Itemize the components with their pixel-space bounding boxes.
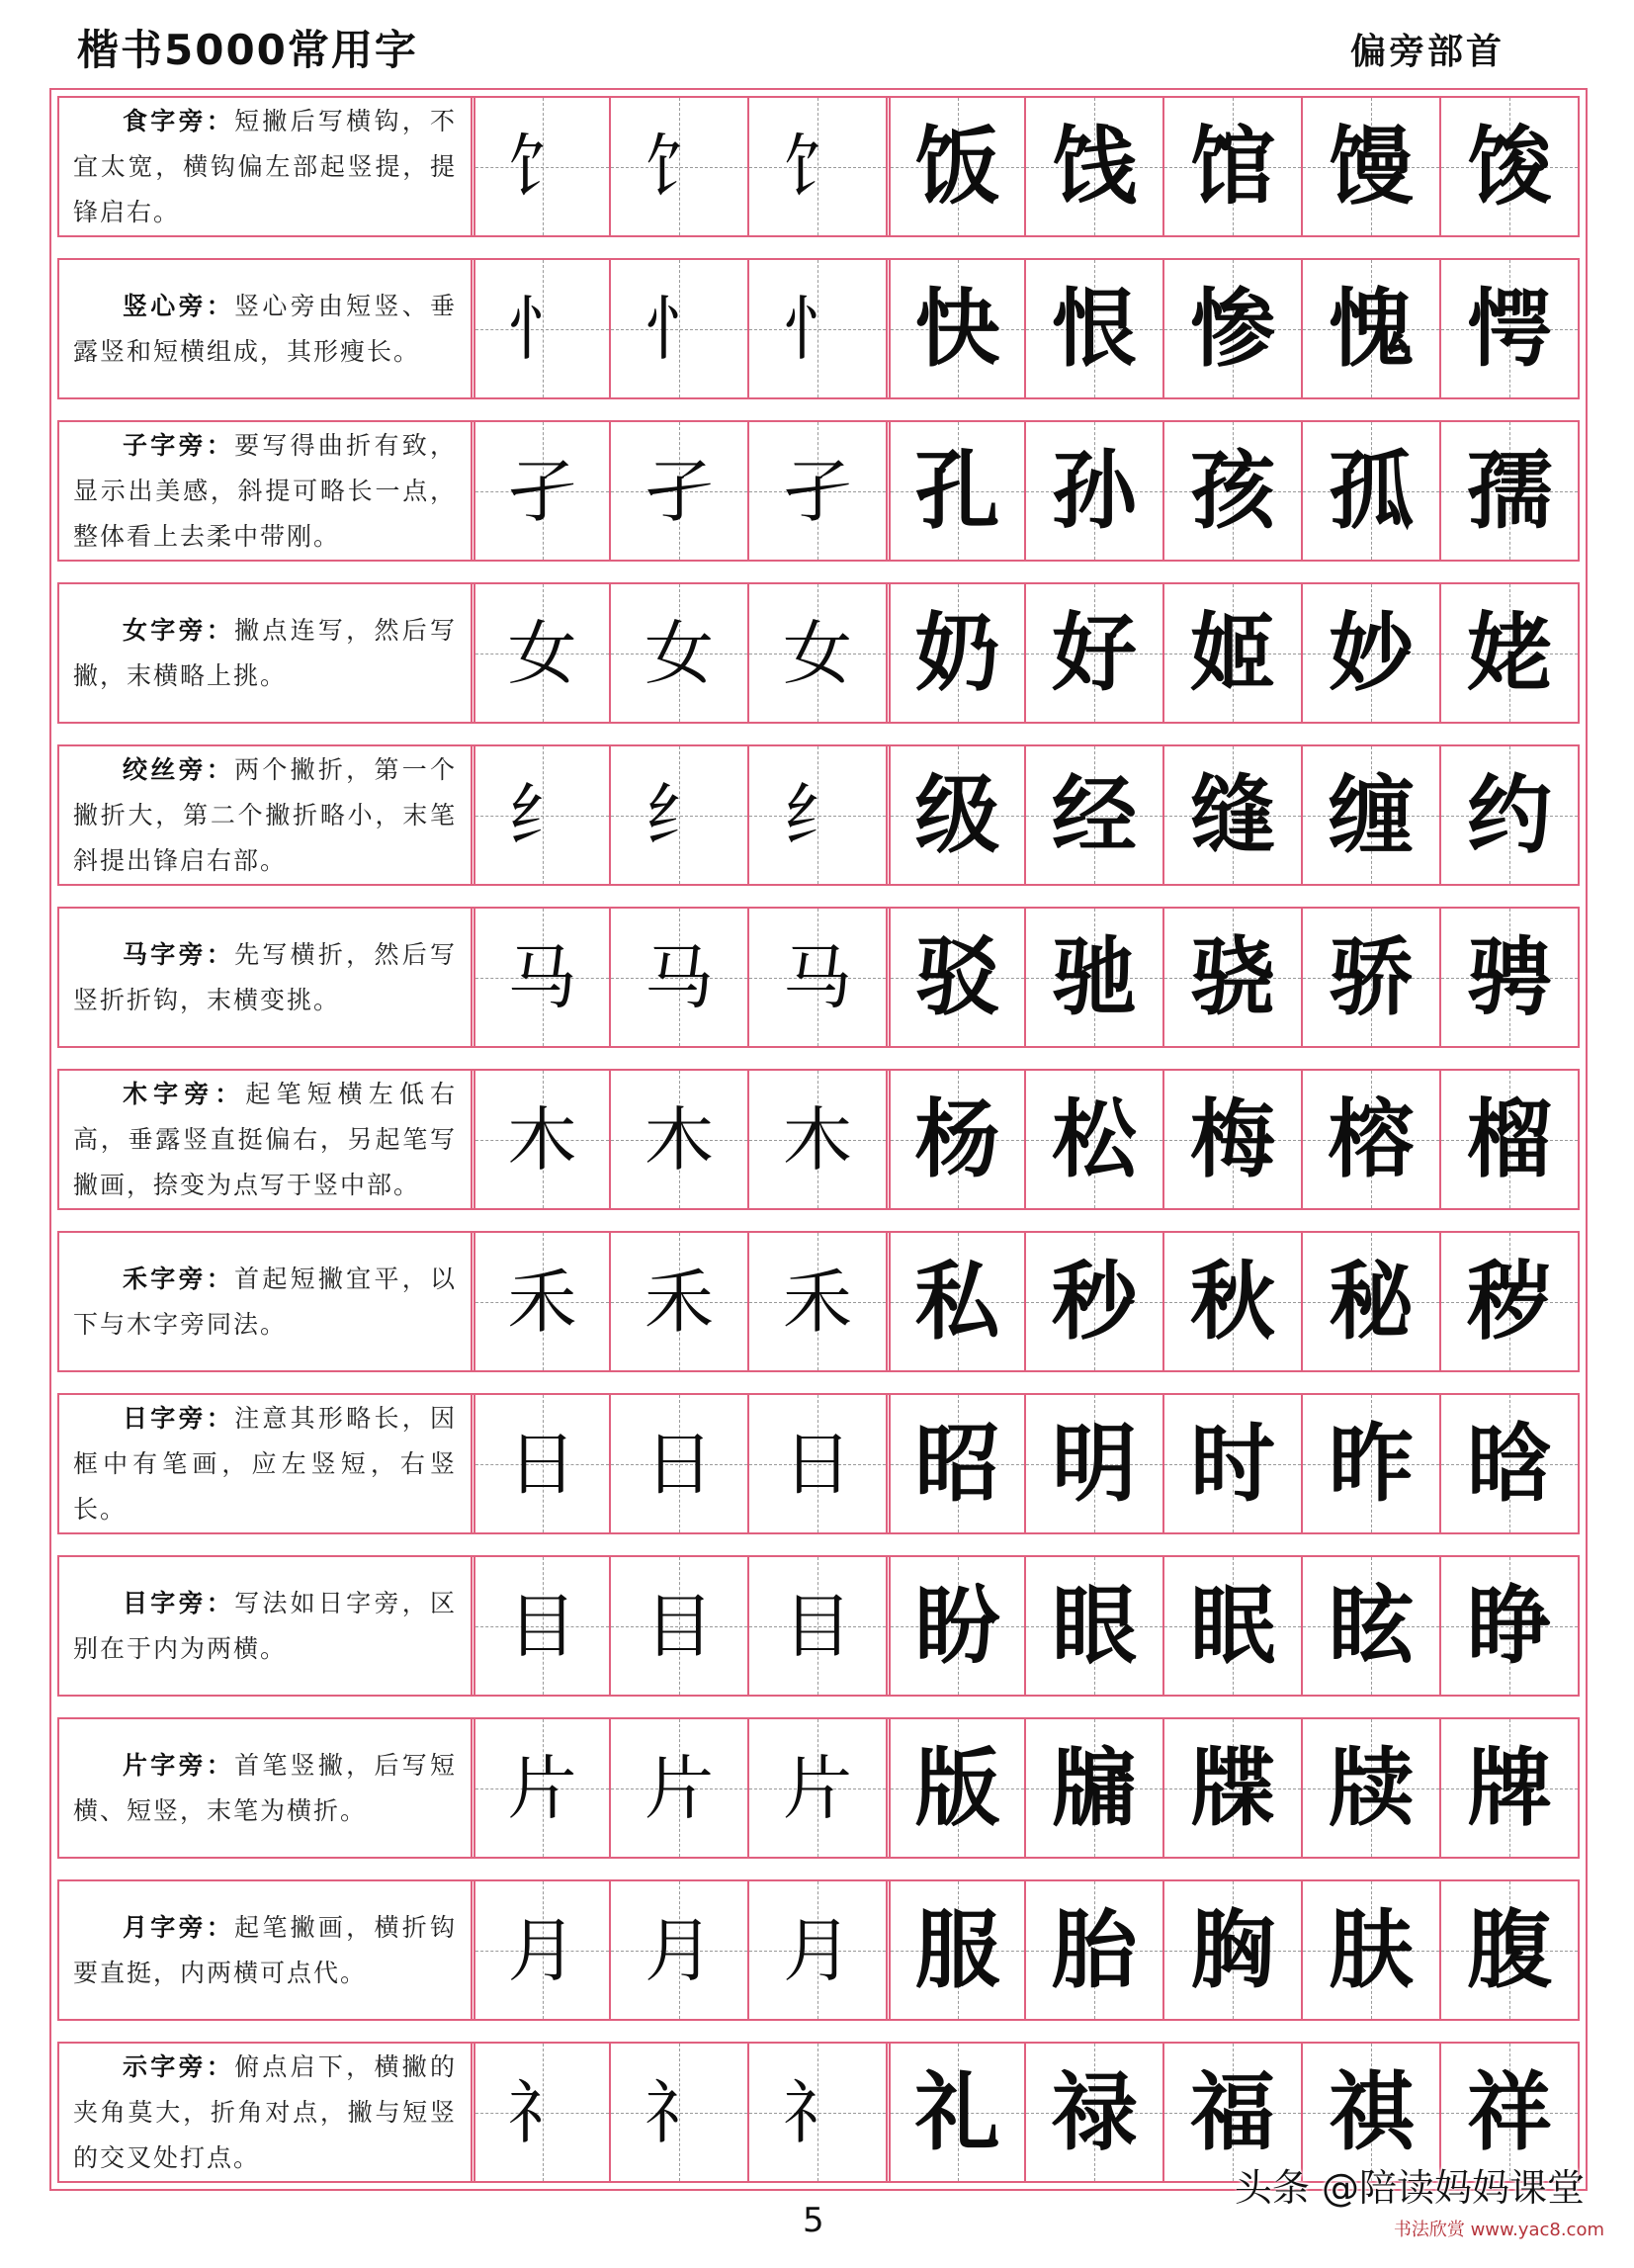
radical-glyph: 片 [645,1747,714,1829]
radical-glyph: 目 [783,1585,852,1667]
example-char: 愧 [1329,278,1414,379]
radical-sample-cell [609,1719,747,1857]
radical-glyph: 目 [507,1585,577,1667]
example-char: 孩 [1190,440,1275,541]
example-char-cell [1301,746,1439,884]
example-char: 经 [1052,764,1137,865]
radical-note [73,284,457,375]
example-char: 眠 [1190,1575,1275,1676]
section-title: 偏旁部首 [1350,32,1505,72]
example-char: 骁 [1190,926,1275,1027]
radical-sample-cell [747,260,886,397]
radical-sample-cell [609,1233,747,1370]
example-char-cell [1439,1881,1578,2019]
radical-note [73,1905,457,1996]
radical-glyph: 马 [783,936,852,1018]
practice-row [57,1555,1580,1697]
practice-row [57,2042,1580,2183]
example-char-cell [1439,1071,1578,1208]
example-char: 快 [914,278,1000,379]
radical-name: 食字旁： [123,106,235,135]
radical-note [73,1072,457,1208]
example-char-cell [1301,1881,1439,2019]
radical-sample-cell [747,98,886,235]
practice-row [57,907,1580,1048]
radical-name: 子字旁： [123,430,235,460]
example-char-cell [1162,1881,1301,2019]
radical-sample-cell [471,1557,609,1695]
radical-sample-cell [609,422,747,560]
example-char: 服 [914,1899,1000,2000]
example-char: 骄 [1329,926,1414,1027]
radical-glyph: 孑 [783,450,852,532]
radical-glyph: 马 [507,936,577,1018]
example-char-cell [1301,1395,1439,1532]
radical-description [59,422,471,560]
example-char: 松 [1052,1089,1137,1189]
radical-sample-cell [747,584,886,722]
example-char: 驰 [1052,926,1137,1027]
radical-description [59,1233,471,1370]
radical-name: 示字旁： [123,2051,235,2081]
example-char: 福 [1190,2061,1275,2162]
radical-name: 绞丝旁： [123,754,235,784]
radical-sample-cell [609,584,747,722]
practice-row [57,744,1580,886]
practice-row [57,1069,1580,1210]
example-char: 杨 [914,1089,1000,1189]
radical-name: 女字旁： [123,615,235,645]
radical-tip-text: 注意其形略长，因框中有笔画，应左竖短，右竖长。 [73,1403,457,1524]
radical-name: 目字旁： [123,1588,235,1617]
example-char-cell [886,584,1024,722]
radical-glyph: 木 [507,1098,577,1180]
radical-glyph: 孑 [645,450,714,532]
practice-row [57,1879,1580,2021]
example-char: 馆 [1190,116,1275,217]
radical-glyph: 片 [507,1747,577,1829]
radical-description [59,1719,471,1857]
example-char-cell [1162,1557,1301,1695]
radical-glyph: 木 [783,1098,852,1180]
radical-sample-cell [747,1557,886,1695]
example-char-cell [1301,2044,1439,2181]
example-char: 馂 [1467,116,1552,217]
example-char: 牒 [1190,1737,1275,1838]
example-char-cell [1439,1395,1578,1532]
practice-row [57,96,1580,237]
radical-sample-cell [471,422,609,560]
radical-glyph: 片 [783,1747,852,1829]
radical-tip-text: 首起短撇宜平，以下与木字旁同法。 [73,1264,457,1339]
radical-note [73,1743,457,1834]
radical-glyph: 月 [783,1909,852,1991]
example-char-cell [1301,1071,1439,1208]
example-char: 眼 [1052,1575,1137,1676]
radical-glyph: 饣 [783,126,852,208]
radical-note [73,423,457,560]
example-char-cell [1439,98,1578,235]
radical-description [59,260,471,397]
radical-description [59,1557,471,1695]
watermark: 头条 @陪读妈妈课堂 [1234,2166,1585,2210]
example-char: 约 [1467,764,1552,865]
example-char: 姬 [1190,602,1275,703]
radical-sample-cell [747,2044,886,2181]
radical-note [73,747,457,884]
radical-description [59,909,471,1046]
example-char: 缠 [1329,764,1414,865]
example-char: 牖 [1052,1737,1137,1838]
practice-row [57,420,1580,562]
example-char: 眩 [1329,1575,1414,1676]
radical-sample-cell [747,909,886,1046]
radical-glyph: 禾 [645,1261,714,1343]
example-char-cell [1024,584,1162,722]
example-char-cell [1162,422,1301,560]
radical-glyph: 日 [645,1423,714,1505]
radical-sample-cell [747,1233,886,1370]
example-char: 骋 [1467,926,1552,1027]
radical-sample-cell [747,422,886,560]
example-char-cell [886,1719,1024,1857]
example-char-cell [1024,1557,1162,1695]
example-char-cell [1024,98,1162,235]
radical-glyph: 礻 [507,2071,577,2153]
radical-note [73,1581,457,1672]
example-char: 秽 [1467,1251,1552,1352]
example-char: 孤 [1329,440,1414,541]
radical-tip-text: 要写得曲折有致，显示出美感，斜提可略长一点，整体看上去柔中带刚。 [73,430,457,551]
example-char: 恨 [1052,278,1137,379]
example-char: 胸 [1190,1899,1275,2000]
example-char-cell [886,1233,1024,1370]
example-char-cell [1024,1233,1162,1370]
radical-sample-cell [747,1881,886,2019]
radical-sample-cell [471,1719,609,1857]
radical-glyph: 马 [645,936,714,1018]
example-char-cell [1024,1395,1162,1532]
example-char: 驳 [914,926,1000,1027]
radical-glyph: 礻 [783,2071,852,2153]
page-number: 5 [803,2201,824,2240]
radical-glyph: 纟 [507,774,577,856]
radical-glyph: 女 [507,612,577,694]
example-char-cell [1162,1395,1301,1532]
example-char: 昭 [914,1413,1000,1514]
radical-description [59,1881,471,2019]
example-char: 晗 [1467,1413,1552,1514]
radical-tip-text: 写法如日字旁，区别在于内为两横。 [73,1588,457,1663]
radical-note [73,2045,457,2181]
radical-glyph: 纟 [645,774,714,856]
example-char-cell [886,909,1024,1046]
example-char: 祺 [1329,2061,1414,2162]
radical-glyph: 目 [645,1585,714,1667]
radical-sample-cell [471,909,609,1046]
example-char: 馒 [1329,116,1414,217]
example-char: 姥 [1467,602,1552,703]
radical-glyph: 月 [507,1909,577,1991]
example-char: 奶 [914,602,1000,703]
radical-glyph: 孑 [507,450,577,532]
radical-sample-cell [747,1071,886,1208]
radical-description [59,98,471,235]
radical-glyph: 饣 [645,126,714,208]
example-char: 榕 [1329,1089,1414,1189]
example-char-cell [1162,1233,1301,1370]
example-char-cell [1024,1071,1162,1208]
example-char-cell [886,98,1024,235]
example-char-cell [1162,1071,1301,1208]
radical-glyph: 女 [645,612,714,694]
radical-note [73,608,457,699]
example-char-cell [1024,422,1162,560]
example-char: 孺 [1467,440,1552,541]
example-char: 愕 [1467,278,1552,379]
example-char: 榴 [1467,1089,1552,1189]
example-char-cell [1162,98,1301,235]
radical-name: 片字旁： [123,1750,235,1780]
radical-tip-text: 两个撇折，第一个撇折大，第二个撇折略小，末笔斜提出锋启右部。 [73,754,457,875]
example-char-cell [1439,584,1578,722]
example-char-cell [1024,746,1162,884]
radical-sample-cell [747,746,886,884]
radical-sample-cell [609,98,747,235]
radical-sample-cell [471,584,609,722]
example-char-cell [1301,260,1439,397]
radical-sample-cell [471,746,609,884]
radical-note [73,1396,457,1532]
radical-tip-text: 俯点启下，横撇的夹角莫大，折角对点，撇与短竖的交叉处打点。 [73,2051,457,2172]
example-char-cell [1301,422,1439,560]
example-char: 好 [1052,602,1137,703]
radical-sample-cell [609,1881,747,2019]
radical-name: 马字旁： [123,939,235,969]
radical-note [73,1257,457,1348]
example-char: 禄 [1052,2061,1137,2162]
example-char: 孔 [914,440,1000,541]
example-char-cell [1439,422,1578,560]
radical-sample-cell [609,260,747,397]
example-char-cell [1301,584,1439,722]
radical-sample-cell [471,98,609,235]
radical-tip-text: 起笔撇画，横折钩要直挺，内两横可点代。 [73,1912,457,1987]
example-char: 梅 [1190,1089,1275,1189]
radical-sample-cell [609,1071,747,1208]
example-char: 饯 [1052,116,1137,217]
example-char: 昨 [1329,1413,1414,1514]
example-char: 牍 [1329,1737,1414,1838]
radical-glyph: 纟 [783,774,852,856]
example-char-cell [1162,260,1301,397]
radical-glyph: 日 [783,1423,852,1505]
radical-tip-text: 短撇后写横钩，不宜太宽，横钩偏左部起竖提，提锋启右。 [73,106,457,226]
radical-sample-cell [471,260,609,397]
example-char: 版 [914,1737,1000,1838]
example-char: 妙 [1329,602,1414,703]
radical-sample-cell [609,746,747,884]
example-char: 盼 [914,1575,1000,1676]
example-char: 秋 [1190,1251,1275,1352]
example-char-cell [886,1881,1024,2019]
example-char: 级 [914,764,1000,865]
example-char-cell [1301,1233,1439,1370]
radical-glyph: 忄 [783,288,852,370]
radical-glyph: 月 [645,1909,714,1991]
example-char: 腹 [1467,1899,1552,2000]
book-title: 楷书5000常用字 [77,26,418,74]
example-char-cell [1439,1719,1578,1857]
radical-sample-cell [471,1071,609,1208]
example-char: 惨 [1190,278,1275,379]
example-char-cell [1439,1233,1578,1370]
practice-row [57,258,1580,399]
radical-note [73,99,457,235]
practice-row [57,582,1580,724]
example-char-cell [1439,260,1578,397]
example-char: 秒 [1052,1251,1137,1352]
example-char: 牌 [1467,1737,1552,1838]
example-char-cell [1439,909,1578,1046]
radical-name: 日字旁： [123,1403,235,1433]
example-char: 时 [1190,1413,1275,1514]
example-char-cell [886,422,1024,560]
radical-description [59,1395,471,1532]
radical-tip-text: 先写横折，然后写竖折折钩，末横变挑。 [73,939,457,1014]
radical-sample-cell [747,1719,886,1857]
radical-name: 禾字旁： [123,1264,235,1293]
radical-tip-text: 首笔竖撇，后写短横、短竖，末笔为横折。 [73,1750,457,1825]
radical-sample-cell [609,1557,747,1695]
radical-sample-cell [747,1395,886,1532]
example-char-cell [1439,746,1578,884]
example-char: 秘 [1329,1251,1414,1352]
example-char: 明 [1052,1413,1137,1514]
example-char-cell [1162,746,1301,884]
radical-sample-cell [471,2044,609,2181]
example-char-cell [1439,2044,1578,2181]
radical-name: 月字旁： [123,1912,235,1942]
radical-glyph: 禾 [507,1261,577,1343]
example-char-cell [1024,2044,1162,2181]
example-char: 私 [914,1251,1000,1352]
radical-glyph: 木 [645,1098,714,1180]
radical-glyph: 忄 [507,288,577,370]
radical-description [59,1071,471,1208]
example-char-cell [886,746,1024,884]
radical-glyph: 女 [783,612,852,694]
radical-tip-text: 起笔短横左低右高，垂露竖直挺偏右，另起笔写撇画，捺变为点写于竖中部。 [73,1079,457,1199]
example-char-cell [1301,98,1439,235]
example-char-cell [886,2044,1024,2181]
radical-sample-cell [471,1233,609,1370]
radical-glyph: 礻 [645,2071,714,2153]
example-char-cell [1439,1557,1578,1695]
radical-note [73,932,457,1023]
site-credit: 书法欣赏 www.yac8.com [1393,2220,1604,2240]
radical-description [59,746,471,884]
radical-glyph: 饣 [507,126,577,208]
radical-glyph: 忄 [645,288,714,370]
radical-tip-text: 竖心旁由短竖、垂露竖和短横组成，其形瘦长。 [73,291,457,366]
example-char-cell [1024,1719,1162,1857]
example-char-cell [886,1071,1024,1208]
example-char: 缝 [1190,764,1275,865]
example-char: 饭 [914,116,1000,217]
radical-name: 竖心旁： [123,291,235,320]
example-char: 礼 [914,2061,1000,2162]
radical-sample-cell [471,1881,609,2019]
example-char: 胎 [1052,1899,1137,2000]
radical-sample-cell [609,2044,747,2181]
radical-glyph: 禾 [783,1261,852,1343]
example-char-cell [1162,584,1301,722]
radical-name: 木字旁： [123,1079,246,1108]
example-char: 睁 [1467,1575,1552,1676]
radical-glyph: 日 [507,1423,577,1505]
example-char-cell [1162,2044,1301,2181]
practice-row [57,1393,1580,1534]
example-char: 祥 [1467,2061,1552,2162]
radical-description [59,2044,471,2181]
example-char-cell [1301,909,1439,1046]
example-char-cell [1024,909,1162,1046]
example-char-cell [1162,909,1301,1046]
example-char-cell [886,1557,1024,1695]
example-char: 孙 [1052,440,1137,541]
example-char-cell [886,1395,1024,1532]
example-char-cell [886,260,1024,397]
radical-sample-cell [471,1395,609,1532]
example-char: 肤 [1329,1899,1414,2000]
example-char-cell [1301,1719,1439,1857]
practice-row [57,1717,1580,1859]
example-char-cell [1301,1557,1439,1695]
example-char-cell [1162,1719,1301,1857]
practice-row [57,1231,1580,1372]
radical-sample-cell [609,909,747,1046]
radical-description [59,584,471,722]
radical-tip-text: 撇点连写，然后写撇，末横略上挑。 [73,615,457,690]
practice-grid [57,96,1580,2183]
radical-sample-cell [609,1395,747,1532]
example-char-cell [1024,260,1162,397]
example-char-cell [1024,1881,1162,2019]
